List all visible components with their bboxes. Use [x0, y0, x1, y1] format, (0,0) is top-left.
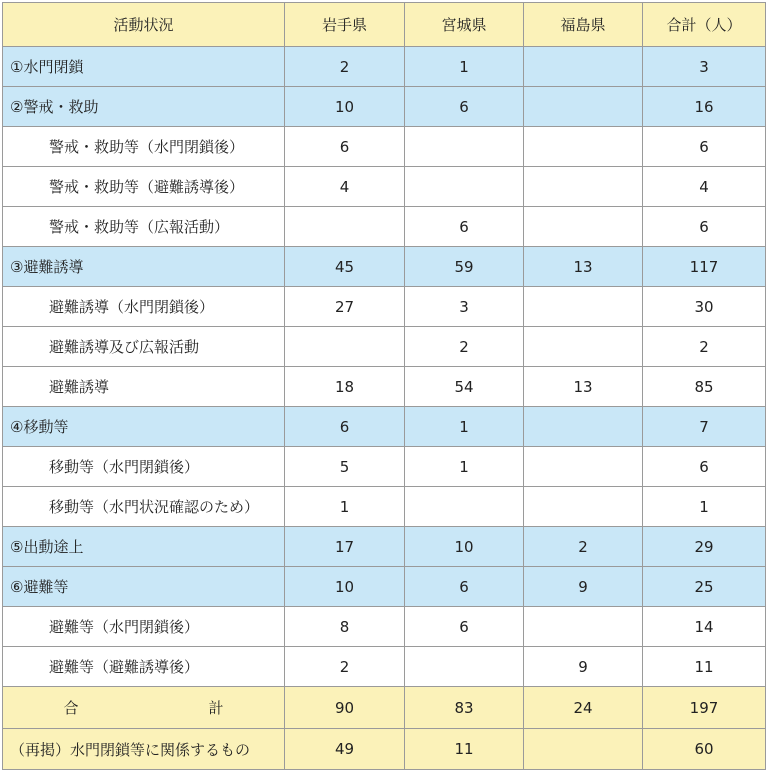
row-label: 警戒・救助等（水門閉鎖後）: [3, 127, 285, 167]
category-row: [3, 567, 766, 607]
cell-fukushima: [524, 407, 643, 447]
cell-fukushima: [524, 127, 643, 167]
cell-iwate: 2: [285, 47, 405, 87]
total-fukushima: 24: [524, 687, 643, 729]
cell-sum: 25: [643, 567, 766, 607]
cell-iwate: 6: [285, 127, 405, 167]
cell-iwate: [285, 327, 405, 367]
recap-fukushima: [524, 729, 643, 770]
category-row: [3, 407, 766, 447]
row-label: 避難等（避難誘導後）: [3, 647, 285, 687]
cell-fukushima: [524, 47, 643, 87]
row-label: ③避難誘導: [3, 247, 285, 287]
cell-miyagi: [405, 127, 524, 167]
cell-fukushima: [524, 447, 643, 487]
header-row: [3, 3, 766, 47]
cell-fukushima: 13: [524, 247, 643, 287]
cell-fukushima: [524, 487, 643, 527]
cell-sum: 16: [643, 87, 766, 127]
cell-sum: 4: [643, 167, 766, 207]
cell-sum: 6: [643, 207, 766, 247]
cell-sum: 6: [643, 447, 766, 487]
recap-row: [3, 729, 766, 770]
cell-iwate: [285, 207, 405, 247]
table-row: [3, 447, 766, 487]
row-label: ②警戒・救助: [3, 87, 285, 127]
cell-fukushima: 2: [524, 527, 643, 567]
cell-fukushima: 9: [524, 567, 643, 607]
cell-miyagi: 1: [405, 447, 524, 487]
recap-sum: 60: [643, 729, 766, 770]
cell-fukushima: 13: [524, 367, 643, 407]
cell-iwate: 27: [285, 287, 405, 327]
cell-iwate: 1: [285, 487, 405, 527]
cell-miyagi: 1: [405, 47, 524, 87]
cell-miyagi: 2: [405, 327, 524, 367]
category-row: [3, 47, 766, 87]
category-row: [3, 527, 766, 567]
cell-miyagi: 6: [405, 207, 524, 247]
cell-fukushima: [524, 87, 643, 127]
cell-miyagi: 1: [405, 407, 524, 447]
total-row: [3, 687, 766, 729]
activity-table: [2, 2, 766, 770]
total-iwate: 90: [285, 687, 405, 729]
cell-sum: 117: [643, 247, 766, 287]
table-row: [3, 207, 766, 247]
cell-fukushima: [524, 287, 643, 327]
recap-iwate: 49: [285, 729, 405, 770]
row-label: ①水門閉鎖: [3, 47, 285, 87]
category-row: [3, 247, 766, 287]
recap-label: （再掲）水門閉鎖等に関係するもの: [3, 729, 285, 770]
table-row: [3, 167, 766, 207]
cell-iwate: 10: [285, 87, 405, 127]
cell-iwate: 8: [285, 607, 405, 647]
table-row: [3, 607, 766, 647]
row-label: 警戒・救助等（避難誘導後）: [3, 167, 285, 207]
total-label-right: 計: [208, 699, 224, 717]
row-label: ④移動等: [3, 407, 285, 447]
cell-iwate: 4: [285, 167, 405, 207]
total-label-left: 合: [63, 699, 79, 717]
cell-iwate: 17: [285, 527, 405, 567]
cell-iwate: 6: [285, 407, 405, 447]
row-label: 警戒・救助等（広報活動）: [3, 207, 285, 247]
cell-sum: 3: [643, 47, 766, 87]
row-label: 移動等（水門状況確認のため）: [3, 487, 285, 527]
cell-sum: 14: [643, 607, 766, 647]
cell-iwate: 45: [285, 247, 405, 287]
cell-miyagi: 59: [405, 247, 524, 287]
cell-iwate: 10: [285, 567, 405, 607]
cell-sum: 2: [643, 327, 766, 367]
row-label: 避難誘導（水門閉鎖後）: [3, 287, 285, 327]
total-label: [3, 687, 285, 729]
cell-sum: 29: [643, 527, 766, 567]
table-row: [3, 327, 766, 367]
cell-sum: 30: [643, 287, 766, 327]
cell-fukushima: 9: [524, 647, 643, 687]
cell-iwate: 2: [285, 647, 405, 687]
cell-sum: 11: [643, 647, 766, 687]
total-miyagi: 83: [405, 687, 524, 729]
table-row: [3, 287, 766, 327]
cell-sum: 6: [643, 127, 766, 167]
cell-fukushima: [524, 167, 643, 207]
row-label: 移動等（水門閉鎖後）: [3, 447, 285, 487]
header-iwate: 岩手県: [285, 3, 405, 47]
header-fukushima: 福島県: [524, 3, 643, 47]
cell-miyagi: 3: [405, 287, 524, 327]
header-miyagi: 宮城県: [405, 3, 524, 47]
cell-sum: 85: [643, 367, 766, 407]
row-label: 避難誘導: [3, 367, 285, 407]
row-label: 避難等（水門閉鎖後）: [3, 607, 285, 647]
cell-fukushima: [524, 327, 643, 367]
total-sum: 197: [643, 687, 766, 729]
row-label: ⑤出動途上: [3, 527, 285, 567]
cell-miyagi: 10: [405, 527, 524, 567]
header-total: 合計（人）: [643, 3, 766, 47]
cell-fukushima: [524, 207, 643, 247]
cell-miyagi: [405, 487, 524, 527]
table-body: [3, 47, 766, 687]
cell-fukushima: [524, 607, 643, 647]
table-row: [3, 647, 766, 687]
cell-miyagi: 6: [405, 567, 524, 607]
cell-sum: 1: [643, 487, 766, 527]
cell-miyagi: 6: [405, 607, 524, 647]
row-label: ⑥避難等: [3, 567, 285, 607]
row-label: 避難誘導及び広報活動: [3, 327, 285, 367]
cell-iwate: 18: [285, 367, 405, 407]
cell-miyagi: 54: [405, 367, 524, 407]
recap-miyagi: 11: [405, 729, 524, 770]
table-row: [3, 367, 766, 407]
table-row: [3, 487, 766, 527]
cell-miyagi: [405, 167, 524, 207]
header-activity: 活動状況: [3, 3, 285, 47]
cell-iwate: 5: [285, 447, 405, 487]
cell-miyagi: [405, 647, 524, 687]
table-row: [3, 127, 766, 167]
category-row: [3, 87, 766, 127]
cell-miyagi: 6: [405, 87, 524, 127]
cell-sum: 7: [643, 407, 766, 447]
